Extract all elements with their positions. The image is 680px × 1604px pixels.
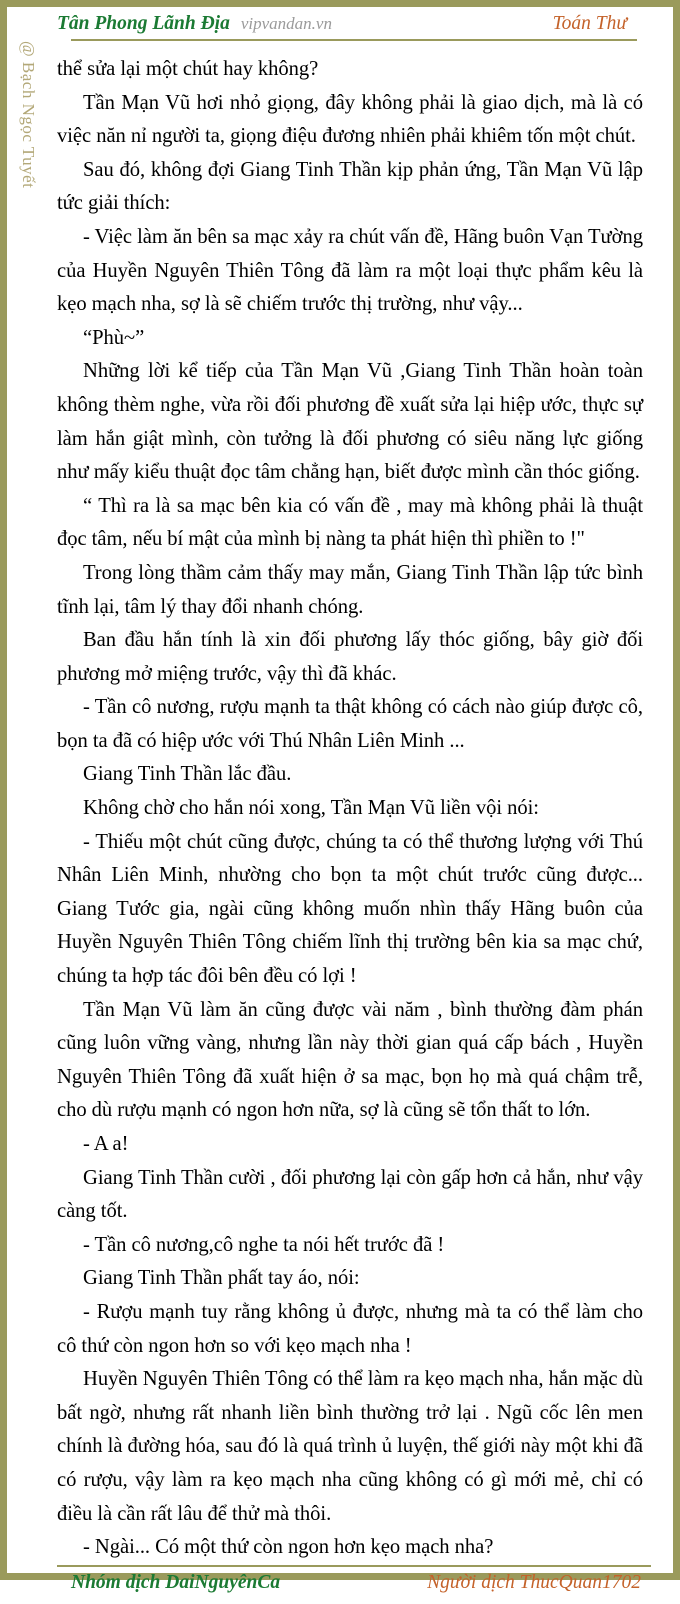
body-paragraph: “ Thì ra là sa mạc bên kia có vấn đề , may mà không phải là thuật đọc tâm, nếu bí mật của mình bị nàng ta phát hiện thì phiền to !" bbox=[57, 494, 643, 551]
chapter-body bbox=[43, 47, 665, 1565]
body-paragraph: Giang Tinh Thần cười , đối phương lại còn gấp hơn cả hắn, như vậy càng tốt. bbox=[57, 1166, 643, 1223]
body-paragraph: - Việc làm ăn bên sa mạc xảy ra chút vấn đề, Hãng buôn Vạn Tường của Huyền Nguyên Thiên Tông đã làm ra một loại thực phẩm kêu là kẹo mạch nha, sợ là sẽ chiếm trước thị trường, như vậy... bbox=[57, 225, 643, 316]
footer-divider bbox=[57, 1565, 651, 1567]
body-paragraph: - A a! bbox=[83, 1133, 129, 1155]
body-paragraph: Trong lòng thầm cảm thấy may mắn, Giang Tinh Thần lập tức bình tĩnh lại, tâm lý thay đổi nhanh chóng. bbox=[57, 561, 643, 618]
site-name: Tân Phong Lãnh Địa bbox=[57, 13, 230, 34]
translator-label: Người dịch ThucQuan1702 bbox=[427, 1571, 641, 1593]
body-paragraph: Huyền Nguyên Thiên Tông có thể làm ra kẹo mạch nha, hắn mặc dù bất ngờ, nhưng rất nhanh liền bình thường trở lại . Ngũ cốc lên men chính là đường hóa, sau đó là quá trình ủ luyện, thế giới này một khi đã có rượu, vậy làm ra kẹo mạch nha cũng không có gì mới mẻ, chỉ có điều là cần rất lâu để thử mà thôi. bbox=[57, 1368, 644, 1525]
body-paragraph: - Rượu mạnh tuy rằng không ủ được, nhưng mà ta có thể làm cho cô thứ còn ngon hơn so với kẹo mạch nha ! bbox=[57, 1300, 643, 1357]
page-header bbox=[43, 7, 665, 47]
body-paragraph: - Tần cô nương,cô nghe ta nói hết trước đã ! bbox=[83, 1233, 445, 1256]
content-column bbox=[43, 7, 665, 1593]
body-paragraph: Sau đó, không đợi Giang Tinh Thần kịp phản ứng, Tần Mạn Vũ lập tức giải thích: bbox=[57, 158, 643, 215]
body-paragraph: thể sửa lại một chút hay không? bbox=[57, 58, 319, 80]
body-paragraph: Giang Tinh Thần phất tay áo, nói: bbox=[83, 1267, 360, 1290]
body-paragraph: - Ngài... Có một thứ còn ngon hơn kẹo mạch nha? bbox=[83, 1536, 494, 1559]
header-divider bbox=[71, 39, 637, 41]
translation-group-label: Nhóm dịch DaiNguyênCa bbox=[71, 1571, 281, 1593]
site-url[interactable]: vipvandan.vn bbox=[240, 14, 332, 33]
body-paragraph: Những lời kể tiếp của Tần Mạn Vũ ,Giang Tinh Thần hoàn toàn không thèm nghe, vừa rồi đối phương đề xuất sửa lại hiệp ước, thực sự làm hắn giật mình, còn tưởng là đối phương có siêu năng lực giống như mấy kiểu thuật đọc tâm chẳng hạn, biết được mình cần thóc giống. bbox=[57, 360, 643, 484]
page-footer bbox=[43, 1565, 665, 1604]
header-row bbox=[57, 13, 651, 35]
body-paragraph: Không chờ cho hắn nói xong, Tần Mạn Vũ liền vội nói: bbox=[83, 797, 539, 820]
book-title: Toán Thư bbox=[552, 13, 627, 34]
vertical-watermark: @ Bạch Ngọc Tuyết bbox=[19, 41, 38, 189]
body-paragraph: Giang Tinh Thần lắc đầu. bbox=[83, 763, 292, 786]
body-paragraph: Tần Mạn Vũ hơi nhỏ giọng, đây không phải là giao dịch, mà là có việc năn nỉ người ta, giọng điệu đương nhiên phải khiêm tốn một chút. bbox=[57, 91, 643, 148]
body-paragraph: Ban đầu hắn tính là xin đối phương lấy thóc giống, bây giờ đối phương mở miệng trước, vậy thì đã khác. bbox=[57, 629, 643, 685]
body-paragraph: “Phù~” bbox=[83, 326, 145, 349]
body-paragraph: Tần Mạn Vũ làm ăn cũng được vài năm , bình thường đàm phán cũng luôn vững vàng, nhưng lần này thời gian quá cấp bách , Huyền Nguyên Thiên Tông đã xuất hiện ở sa mạc, bọn họ mà quá chậm trễ, cho dù rượu mạnh có ngon hơn nữa, sợ là cũng sẽ tổn thất to lớn. bbox=[57, 998, 643, 1122]
body-paragraph: - Tần cô nương, rượu mạnh ta thật không có cách nào giúp được cô, bọn ta đã có hiệp ước với Thú Nhân Liên Minh ... bbox=[57, 696, 643, 752]
body-paragraph: - Thiếu một chút cũng được, chúng ta có thể thương lượng với Thú Nhân Liên Minh, nhường cho bọn ta một chút trước cũng được... Giang Tước gia, ngài cũng không muốn nhìn thấy Hãng buôn của Huyền Nguyên Thiên Tông chiếm lĩnh thị trường bên kia sa mạc chứ, chúng ta hợp tác đôi bên đều có lợi ! bbox=[57, 830, 643, 988]
footer-row bbox=[57, 1569, 651, 1594]
